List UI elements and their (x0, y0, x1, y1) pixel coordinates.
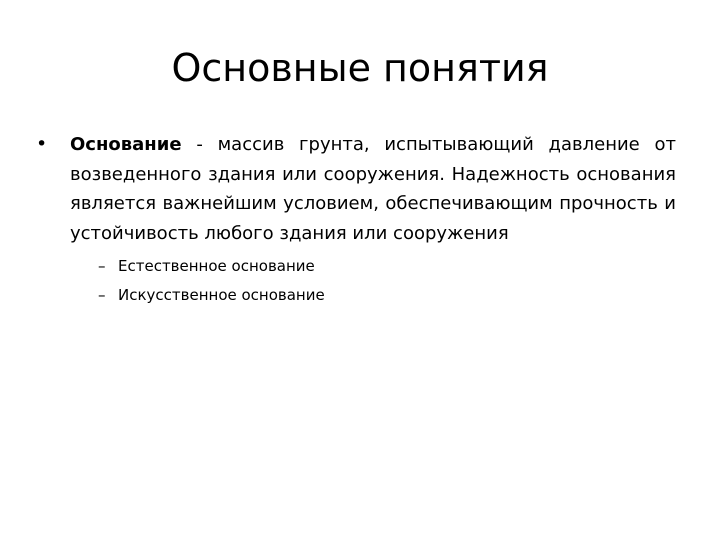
bullet-item (36, 130, 676, 248)
sub-item-label: Естественное основание (118, 257, 315, 275)
sub-item-artificial (98, 281, 676, 310)
sub-item-natural (98, 252, 676, 281)
bullet-marker: • (36, 133, 48, 155)
slide-content (36, 130, 676, 310)
bullet-definition: - массив грунта, испытывающий давление от возведенного здания или сооружения. Надежность основания является важнейшим условием, обеспечивающим прочность и устойчивость любого здания или сооружения (70, 134, 676, 244)
sub-list (36, 252, 676, 310)
sub-item-label: Искусственное основание (118, 286, 325, 304)
bullet-term: Основание (70, 134, 182, 155)
bullet-paragraph (70, 130, 676, 248)
sub-item-marker: – (98, 286, 106, 304)
slide-title: Основные понятия (171, 46, 549, 90)
sub-item-marker: – (98, 257, 106, 275)
